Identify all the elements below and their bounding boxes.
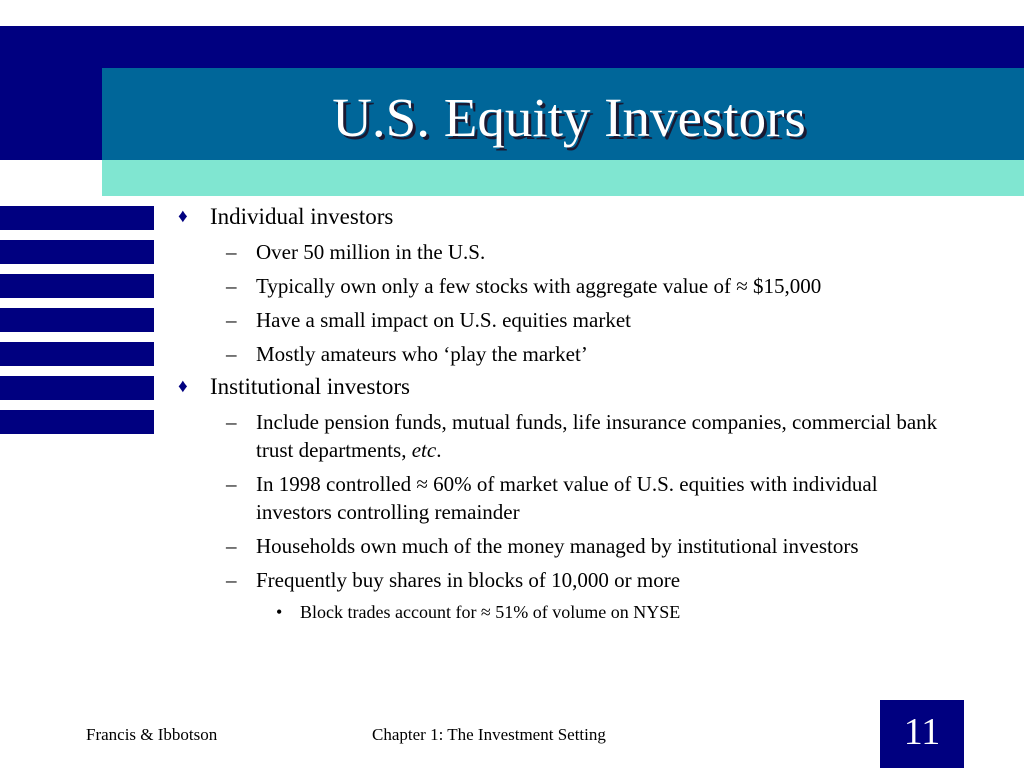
sub-bullet-text: Over 50 million in the U.S. xyxy=(256,240,486,264)
side-stripe xyxy=(0,206,154,230)
sub-bullet-text: In 1998 controlled ≈ 60% of market value of U.S. equities with individual investors controlling remainder xyxy=(256,472,878,524)
dash-bullet-icon: – xyxy=(226,240,237,264)
side-stripe xyxy=(0,410,154,434)
footer-chapter: Chapter 1: The Investment Setting xyxy=(372,725,606,744)
dash-bullet-icon: – xyxy=(226,472,237,496)
dash-bullet-icon: – xyxy=(226,568,237,592)
bullet-institutional-investors xyxy=(178,372,938,402)
side-stripe xyxy=(0,308,154,332)
sub-bullet xyxy=(178,532,938,560)
bullet-text: Individual investors xyxy=(210,204,394,229)
sub-bullet xyxy=(178,238,938,266)
dash-bullet-icon: – xyxy=(226,308,237,332)
sub-bullet xyxy=(178,470,938,526)
sub-sub-bullet xyxy=(178,600,938,624)
side-stripe xyxy=(0,376,154,400)
dot-bullet-icon: • xyxy=(276,602,283,622)
sub-bullet-text: Frequently buy shares in blocks of 10,000 or more xyxy=(256,568,681,592)
dash-bullet-icon: – xyxy=(226,534,237,558)
sub-bullet-text: Include pension funds, mutual funds, life insurance companies, commercial bank trust departments, xyxy=(256,410,938,462)
side-stripe xyxy=(0,240,154,264)
sub-bullet xyxy=(178,566,938,594)
slide-content xyxy=(178,202,938,624)
diamond-bullet-icon: ♦ xyxy=(178,376,188,397)
page-number: 11 xyxy=(903,711,941,753)
diamond-bullet-icon: ♦ xyxy=(178,206,188,227)
page-number-badge xyxy=(880,700,964,768)
sub-bullet xyxy=(178,340,938,368)
dash-bullet-icon: – xyxy=(226,274,237,298)
sub-sub-bullet-text: Block trades account for ≈ 51% of volume on NYSE xyxy=(300,602,681,622)
side-stripe xyxy=(0,274,154,298)
sub-bullet xyxy=(178,272,938,300)
dash-bullet-icon: – xyxy=(226,410,237,434)
sub-bullet-text: Have a small impact on U.S. equities market xyxy=(256,308,631,332)
sub-bullet-italic: etc xyxy=(411,438,437,462)
dash-bullet-icon: – xyxy=(226,342,237,366)
accent-bar xyxy=(102,160,1024,196)
bullet-individual-investors xyxy=(178,202,938,232)
sub-bullet-text: Typically own only a few stocks with aggregate value of ≈ $15,000 xyxy=(256,274,822,298)
footer-author: Francis & Ibbotson xyxy=(86,725,218,744)
sub-bullet xyxy=(178,306,938,334)
sub-bullet-text: Households own much of the money managed by institutional investors xyxy=(256,534,859,558)
slide-title: U.S. Equity Investors xyxy=(332,87,806,148)
sub-bullet-text: Mostly amateurs who ‘play the market’ xyxy=(256,342,588,366)
side-stripe xyxy=(0,342,154,366)
bullet-text: Institutional investors xyxy=(210,374,410,399)
sub-bullet-tail: . xyxy=(436,438,442,462)
sub-bullet xyxy=(178,408,938,464)
